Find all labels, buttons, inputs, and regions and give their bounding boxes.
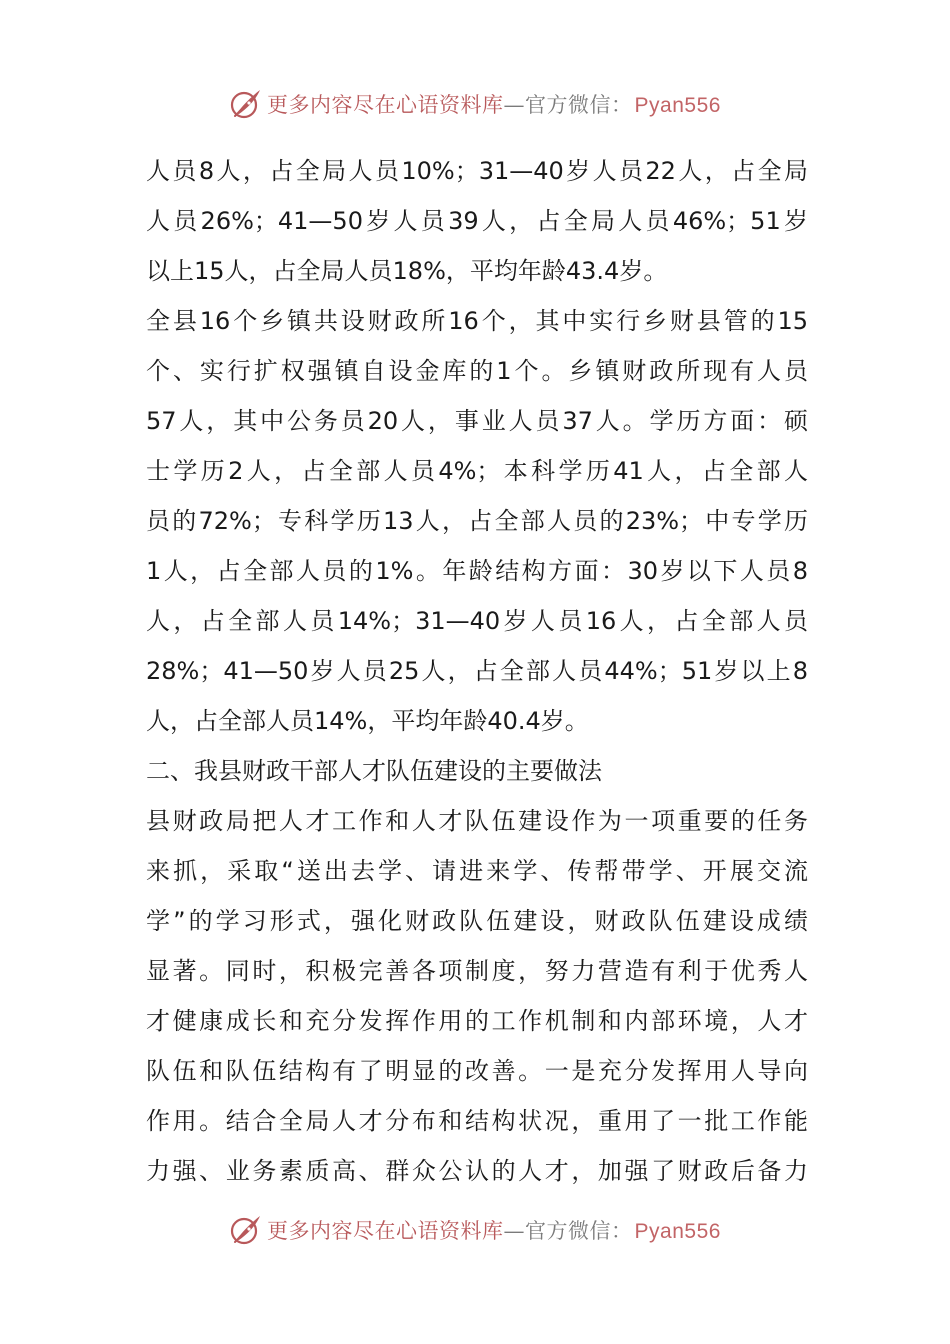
watermark-text (267, 89, 721, 119)
watermark-slogan: 更多内容尽在心语资料库 (267, 93, 504, 117)
body-line: 力强、业务素质高、群众公认的人才，加强了财政后备力 (146, 1157, 808, 1185)
body-line: 个、实行扩权强镇自设金库的1个。乡镇财政所现有人员 (146, 357, 808, 385)
watermark-slogan: 更多内容尽在心语资料库 (267, 1219, 504, 1243)
body-line: 作用。结合全局人才分布和结构状况，重用了一批工作能 (146, 1107, 808, 1135)
body-line: 人，占全部人员14%；31—40岁人员16人，占全部人员 (146, 607, 808, 635)
body-line: 来抓，采取“送出去学、请进来学、传帮带学、开展交流 (146, 857, 808, 885)
watermark-dash: — (503, 93, 526, 117)
watermark-wechat-id: Pyan556 (634, 94, 721, 117)
body-line: 学”的学习形式，强化财政队伍建设，财政队伍建设成绩 (146, 907, 808, 935)
watermark-wechat-label: 官方微信： (525, 1219, 633, 1243)
document-body (146, 146, 808, 1196)
body-line: 人员8人，占全局人员10%；31—40岁人员22人，占全局 (146, 157, 808, 185)
body-line: 28%；41—50岁人员25人，占全部人员44%；51岁以上8 (146, 657, 808, 685)
body-line: 以上15人，占全局人员18%，平均年龄43.4岁。 (146, 257, 668, 285)
section-heading: 二、我县财政干部人才队伍建设的主要做法 (146, 757, 602, 785)
footer-watermark (0, 1210, 950, 1250)
body-line: 57人，其中公务员20人，事业人员37人。学历方面：硕 (146, 407, 808, 435)
body-line: 才健康成长和充分发挥作用的工作机制和内部环境，人才 (146, 1007, 808, 1035)
watermark-text (267, 1215, 721, 1245)
watermark-dash: — (503, 1219, 526, 1243)
header-watermark (0, 84, 950, 124)
body-line: 1人，占全部人员的1%。年龄结构方面：30岁以下人员8 (146, 557, 808, 585)
body-line: 员的72%；专科学历13人，占全部人员的23%；中专学历 (146, 507, 808, 535)
body-line: 士学历2人，占全部人员4%；本科学历41人，占全部人 (146, 457, 808, 485)
body-line: 队伍和队伍结构有了明显的改善。一是充分发挥用人导向 (146, 1057, 808, 1085)
body-line: 县财政局把人才工作和人才队伍建设作为一项重要的任务 (146, 807, 808, 835)
quill-logo-icon (229, 87, 263, 121)
watermark-wechat-label: 官方微信： (525, 93, 633, 117)
body-line: 人员26%；41—50岁人员39人，占全局人员46%；51岁 (146, 207, 808, 235)
watermark-wechat-id: Pyan556 (634, 1220, 721, 1243)
quill-logo-icon (229, 1213, 263, 1247)
body-line: 人，占全部人员14%，平均年龄40.4岁。 (146, 707, 589, 735)
body-line: 显著。同时，积极完善各项制度，努力营造有利于优秀人 (146, 957, 808, 985)
body-line: 全县16个乡镇共设财政所16个，其中实行乡财县管的15 (146, 307, 808, 335)
